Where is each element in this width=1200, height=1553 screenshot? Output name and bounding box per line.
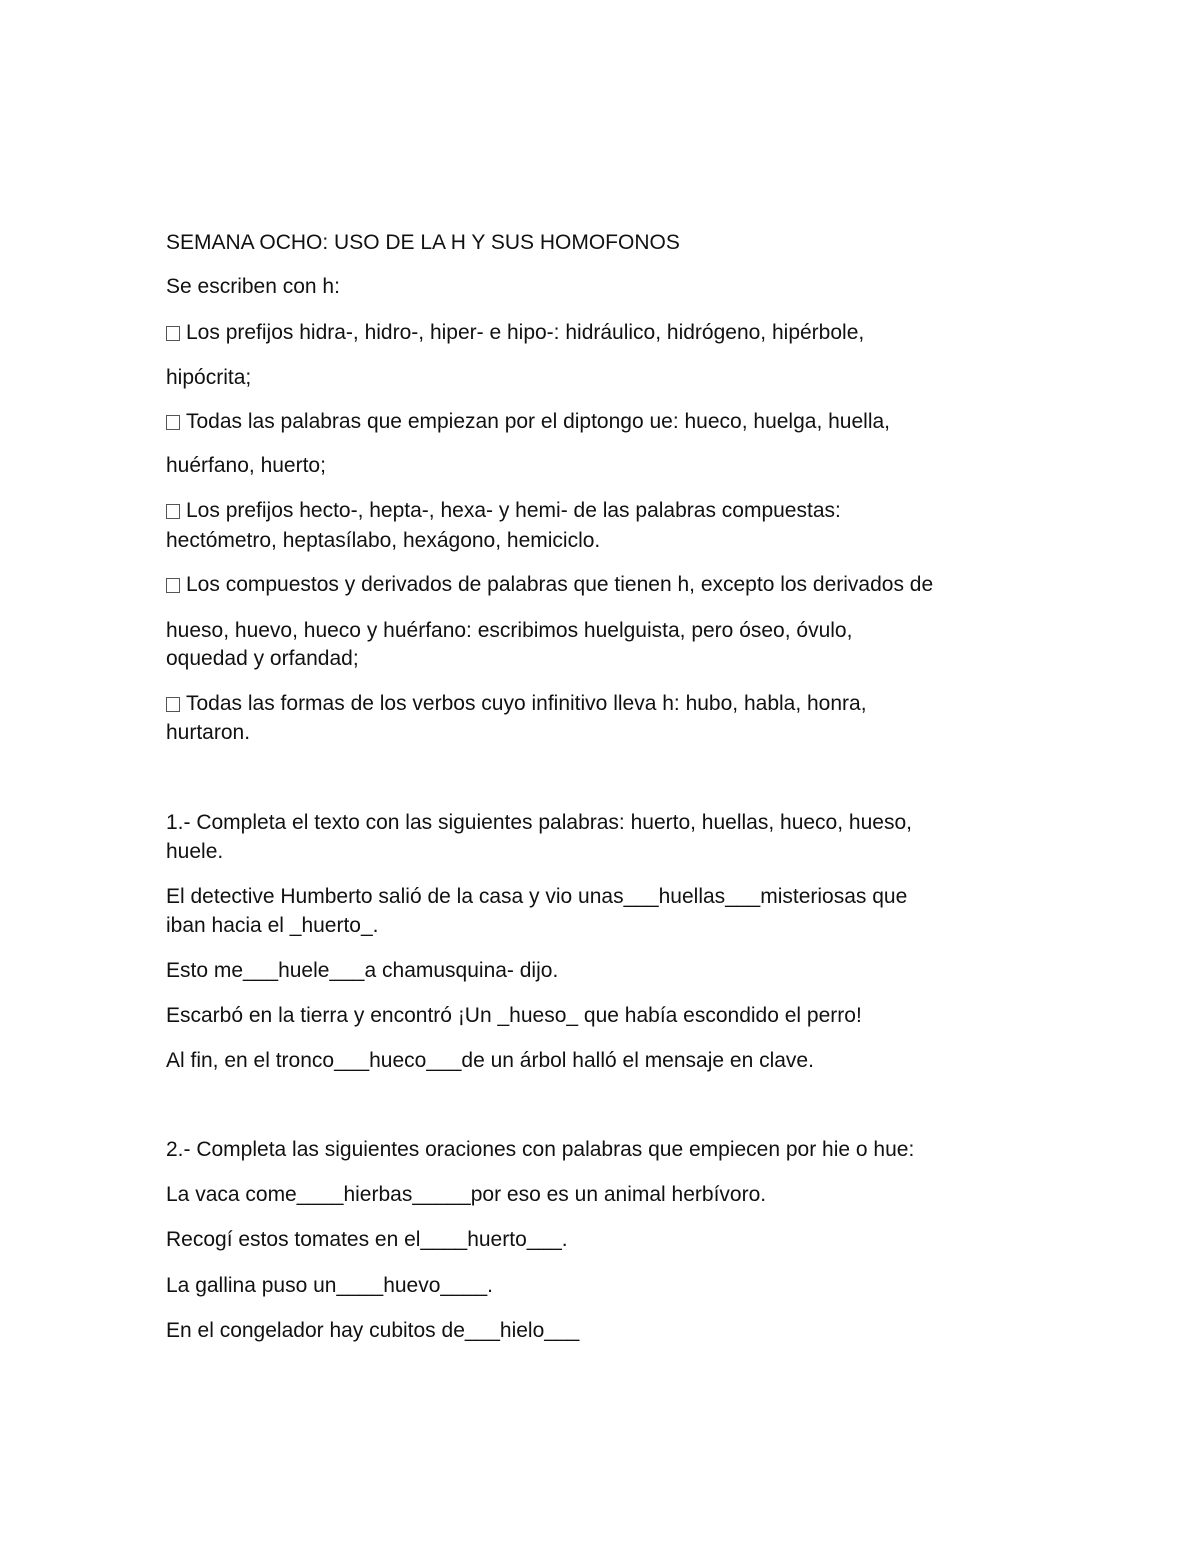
exercise-2-sentence-1 (166, 1181, 766, 1209)
exercise-2-sentence-2 (166, 1226, 568, 1254)
rule-5-line-2: hurtaron. (166, 721, 251, 744)
rule-3-line-1: Los prefijos hecto-, hepta-, hexa- y hemi- de las palabras compuestas: (186, 499, 841, 522)
sentence-text: por eso es un animal herbívoro. (470, 1183, 767, 1206)
page-title: SEMANA OCHO: USO DE LA H Y SUS HOMOFONOS (166, 231, 680, 254)
exercise-1-sentence-3 (166, 957, 558, 985)
sentence-text: a chamusquina- dijo. (364, 959, 559, 982)
sentence-text: misteriosas que (760, 885, 908, 908)
sentence-text: La gallina puso un (166, 1274, 337, 1297)
rule-3-line-2: hectómetro, heptasílabo, hexágono, hemiciclo. (166, 529, 601, 552)
rule-2 (166, 408, 890, 436)
sentence-text: Recogí estos tomates en el (166, 1228, 421, 1251)
sentence-text: de un árbol halló el mensaje en clave. (461, 1049, 814, 1072)
rule-2-line-1: Todas las palabras que empiezan por el diptongo ue: hueco, huelga, huella, (186, 410, 891, 433)
answer-blank: _hueso_ (497, 1004, 579, 1027)
checkbox-bullet-icon (166, 697, 180, 712)
rule-4-line-3: oquedad y orfandad; (166, 647, 359, 670)
exercise-1-sentence-1 (166, 883, 907, 911)
answer-blank: _huerto_ (289, 914, 373, 937)
sentence-text: . (487, 1274, 493, 1297)
sentence-text: que había escondido el perro! (578, 1004, 862, 1027)
rule-1-line-1: Los prefijos hidra-, hidro-, hiper- e hipo-: hidráulico, hidrógeno, hipérbole, (186, 321, 865, 344)
sentence-text: Al fin, en el tronco (166, 1049, 335, 1072)
sentence-text: . (561, 1228, 568, 1251)
answer-blank: ____huerto___ (420, 1228, 562, 1251)
answer-blank: ___hueco___ (334, 1049, 462, 1072)
answer-blank: ____hierbas_____ (296, 1183, 471, 1206)
sentence-text: En el congelador hay cubitos de (166, 1319, 465, 1342)
checkbox-bullet-icon (166, 415, 180, 430)
rule-4 (166, 571, 933, 599)
exercise-1-sentence-4 (166, 1002, 862, 1030)
rule-4-line-2: hueso, huevo, hueco y huérfano: escribimos huelguista, pero óseo, óvulo, (166, 619, 853, 642)
exercise-1-instruction-line-2: huele. (166, 840, 224, 863)
answer-blank: ___huellas___ (623, 885, 761, 908)
sentence-text: Escarbó en la tierra y encontró ¡Un (166, 1004, 498, 1027)
exercise-2-instruction: 2.- Completa las siguientes oraciones con palabras que empiecen por hie o hue: (166, 1138, 915, 1161)
rule-5 (166, 690, 867, 718)
answer-blank: ___hielo___ (464, 1319, 580, 1342)
exercise-1-sentence-5 (166, 1047, 814, 1075)
answer-blank: ___huele___ (243, 959, 365, 982)
rule-1-line-2: hipócrita; (166, 366, 252, 389)
sentence-text: El detective Humberto salió de la casa y vio unas (166, 885, 624, 908)
exercise-2-sentence-3 (166, 1272, 493, 1300)
checkbox-bullet-icon (166, 504, 180, 519)
rule-1 (166, 319, 864, 347)
rule-4-line-1: Los compuestos y derivados de palabras que tienen h, excepto los derivados de (186, 573, 934, 596)
sentence-text: La vaca come (166, 1183, 297, 1206)
sentence-text: . (372, 914, 379, 937)
intro-text: Se escriben con h: (166, 275, 340, 298)
rule-3 (166, 497, 841, 525)
exercise-2-sentence-4 (166, 1317, 579, 1345)
checkbox-bullet-icon (166, 578, 180, 593)
exercise-1-instruction-line-1: 1.- Completa el texto con las siguientes palabras: huerto, huellas, hueco, hueso, (166, 811, 912, 834)
answer-blank: ____huevo____ (336, 1274, 488, 1297)
sentence-text: Esto me (166, 959, 244, 982)
rule-2-line-2: huérfano, huerto; (166, 454, 326, 477)
rule-5-line-1: Todas las formas de los verbos cuyo infinitivo lleva h: hubo, habla, honra, (186, 692, 867, 715)
sentence-text: iban hacia el (166, 914, 290, 937)
exercise-1-sentence-2 (166, 912, 379, 940)
checkbox-bullet-icon (166, 326, 180, 341)
